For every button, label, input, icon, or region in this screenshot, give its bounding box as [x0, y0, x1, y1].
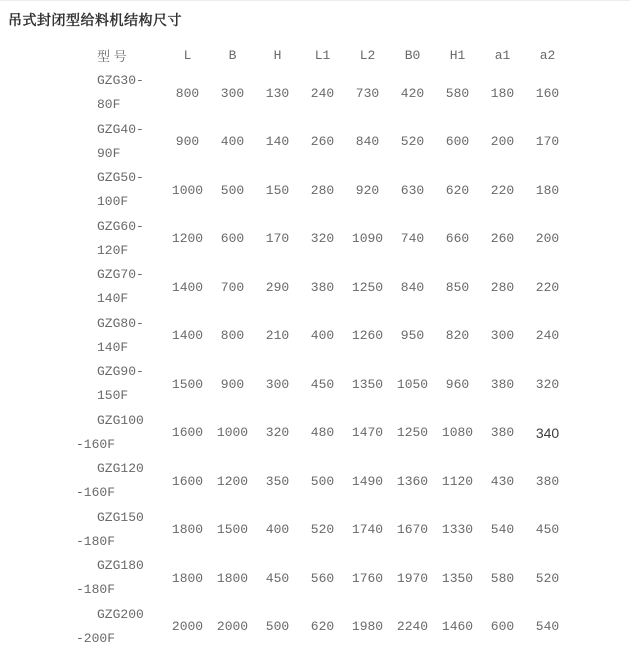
value-cell: 180: [535, 182, 560, 198]
value-cell: 170: [265, 231, 290, 247]
value-cell: 620: [445, 182, 470, 198]
page-title: 吊式封闭型给料机结构尺寸: [8, 12, 182, 28]
value-cell: 540: [535, 619, 560, 635]
model-text: 140F: [97, 291, 129, 307]
value-cell: 150: [265, 182, 290, 198]
value-cell: 1470: [351, 425, 384, 441]
model-text: -200F: [76, 630, 116, 646]
table-row: [97, 409, 570, 458]
value-cell: 1090: [351, 231, 384, 247]
value-cell: 1460: [441, 619, 474, 635]
value-cell: 1120: [441, 473, 474, 489]
value-cell: 300: [265, 376, 290, 392]
spec-table: [76, 42, 570, 651]
value-cell: 920: [355, 182, 380, 198]
table-row: [97, 312, 570, 361]
value-cell: 500: [310, 473, 335, 489]
value-cell: 320: [535, 376, 560, 392]
table-row: [97, 118, 570, 167]
table-row: [97, 215, 570, 264]
value-cell: 1600: [171, 425, 204, 441]
value-cell: 140: [265, 134, 290, 150]
model-cell: [97, 312, 165, 361]
model-text: 150F: [97, 388, 129, 404]
value-cell: 600: [490, 619, 515, 635]
value-cell: 1050: [396, 376, 429, 392]
model-text: GZG70-: [97, 267, 144, 283]
model-text: GZG180: [97, 558, 144, 574]
model-text: 120F: [97, 242, 129, 258]
value-cell: 520: [535, 570, 560, 586]
value-cell: 580: [445, 85, 470, 101]
value-cell: 2240: [396, 619, 429, 635]
value-cell: 450: [535, 522, 560, 538]
value-cell: 400: [220, 134, 245, 150]
value-cell: 500: [265, 619, 290, 635]
table-row: [97, 554, 570, 603]
value-cell: 260: [490, 231, 515, 247]
value-cell: 900: [175, 134, 200, 150]
value-cell: 380: [490, 376, 515, 392]
table-body: [76, 69, 570, 651]
value-cell: 1670: [396, 522, 429, 538]
value-cell: 540: [490, 522, 515, 538]
value-cell: 740: [400, 231, 425, 247]
value-cell: 960: [445, 376, 470, 392]
model-text: 140F: [97, 339, 129, 355]
value-cell: 400: [310, 328, 335, 344]
value-cell: 380: [310, 279, 335, 295]
model-text: -180F: [76, 533, 116, 549]
value-cell: 320: [310, 231, 335, 247]
value-cell: 170: [535, 134, 560, 150]
value-cell: 160: [535, 85, 560, 101]
value-cell: 520: [400, 134, 425, 150]
value-cell: 300: [220, 85, 245, 101]
value-cell: 660: [445, 231, 470, 247]
value-cell: 280: [310, 182, 335, 198]
table-row: [97, 263, 570, 312]
model-cell: [97, 263, 165, 312]
value-cell: 560: [310, 570, 335, 586]
model-cell: [76, 506, 165, 555]
value-cell: 430: [490, 473, 515, 489]
value-cell: 1740: [351, 522, 384, 538]
value-cell: 1490: [351, 473, 384, 489]
value-cell: 320: [265, 425, 290, 441]
value-cell: 2000: [171, 619, 204, 635]
model-text: -160F: [76, 485, 116, 501]
value-cell: 220: [535, 279, 560, 295]
column-header-a2: a2: [539, 48, 556, 63]
value-cell: 820: [445, 328, 470, 344]
value-cell: 1500: [216, 522, 249, 538]
value-cell: 1200: [171, 231, 204, 247]
model-cell: [97, 360, 165, 409]
value-cell: 210: [265, 328, 290, 344]
value-cell: 1970: [396, 570, 429, 586]
value-cell: 1360: [396, 473, 429, 489]
value-cell: 1260: [351, 328, 384, 344]
value-cell: 1200: [216, 473, 249, 489]
value-cell: 220: [490, 182, 515, 198]
table-header: [97, 42, 570, 69]
value-cell: 600: [220, 231, 245, 247]
value-cell: 260: [310, 134, 335, 150]
column-header-L2: L2: [359, 48, 376, 63]
value-cell: 480: [310, 425, 335, 441]
value-cell: 130: [265, 85, 290, 101]
value-cell: 380: [535, 473, 560, 489]
value-cell: 950: [400, 328, 425, 344]
column-header-H: H: [273, 48, 282, 63]
value-cell: 1350: [441, 570, 474, 586]
value-cell: 240: [310, 85, 335, 101]
value-cell: 450: [310, 376, 335, 392]
value-cell: 800: [220, 328, 245, 344]
value-cell: 520: [310, 522, 335, 538]
value-cell: 840: [400, 279, 425, 295]
value-cell: 840: [355, 134, 380, 150]
table-row: [97, 506, 570, 555]
value-cell: 200: [490, 134, 515, 150]
table-row: [97, 360, 570, 409]
value-cell: 1000: [171, 182, 204, 198]
value-cell: 700: [220, 279, 245, 295]
value-cell: 400: [265, 522, 290, 538]
model-text: 90F: [97, 145, 121, 161]
model-text: GZG50-: [97, 170, 144, 186]
value-cell: 500: [220, 182, 245, 198]
table-row: [97, 457, 570, 506]
value-cell: 730: [355, 85, 380, 101]
value-cell: 1350: [351, 376, 384, 392]
value-cell: 1980: [351, 619, 384, 635]
value-cell: 280: [490, 279, 515, 295]
value-cell: 240: [535, 328, 560, 344]
model-text: GZG40-: [97, 121, 144, 137]
value-cell: 1500: [171, 376, 204, 392]
value-cell: 1800: [171, 570, 204, 586]
value-cell: 420: [400, 85, 425, 101]
value-cell: 300: [490, 328, 515, 344]
model-text: GZG200: [97, 606, 144, 622]
model-column-header: 型 号: [97, 49, 127, 64]
value-cell: 1760: [351, 570, 384, 586]
value-cell: 380: [490, 425, 515, 441]
model-text: -160F: [76, 436, 116, 452]
value-cell: 200: [535, 231, 560, 247]
model-text: GZG150: [97, 509, 144, 525]
table-row: [97, 69, 570, 118]
value-cell: 580: [490, 570, 515, 586]
model-text: -180F: [76, 582, 116, 598]
value-cell: 2000: [216, 619, 249, 635]
value-cell: 900: [220, 376, 245, 392]
value-cell: 340: [535, 424, 560, 441]
model-text: 100F: [97, 194, 129, 210]
value-cell: 1800: [171, 522, 204, 538]
value-cell: 800: [175, 85, 200, 101]
model-cell: [97, 69, 165, 118]
model-text: GZG120: [97, 461, 144, 477]
value-cell: 1000: [216, 425, 249, 441]
model-text: GZG60-: [97, 218, 144, 234]
model-text: GZG30-: [97, 73, 144, 89]
value-cell: 1330: [441, 522, 474, 538]
value-cell: 1400: [171, 279, 204, 295]
model-cell: [76, 554, 165, 603]
value-cell: 1600: [171, 473, 204, 489]
model-cell: [76, 603, 165, 652]
model-cell: [76, 409, 165, 458]
column-header-H1: H1: [449, 48, 466, 63]
value-cell: 1800: [216, 570, 249, 586]
column-header-B: B: [228, 48, 237, 63]
column-header-B0: B0: [404, 48, 421, 63]
table-row: [97, 166, 570, 215]
model-text: GZG80-: [97, 315, 144, 331]
value-cell: 600: [445, 134, 470, 150]
table-row: [97, 603, 570, 652]
model-text: GZG90-: [97, 364, 144, 380]
value-cell: 180: [490, 85, 515, 101]
column-header-L1: L1: [314, 48, 331, 63]
model-cell: [76, 457, 165, 506]
model-text: 80F: [97, 97, 121, 113]
model-cell: [97, 166, 165, 215]
model-cell: [97, 118, 165, 167]
value-cell: 850: [445, 279, 470, 295]
value-cell: 290: [265, 279, 290, 295]
value-cell: 1400: [171, 328, 204, 344]
value-cell: 1080: [441, 425, 474, 441]
value-cell: 450: [265, 570, 290, 586]
value-cell: 350: [265, 473, 290, 489]
model-text: GZG100: [97, 412, 144, 428]
header-row: [97, 42, 570, 69]
model-cell: [97, 215, 165, 264]
column-header-L: L: [183, 48, 192, 63]
value-cell: 1250: [351, 279, 384, 295]
value-cell: 620: [310, 619, 335, 635]
value-cell: 1250: [396, 425, 429, 441]
value-cell: 630: [400, 182, 425, 198]
column-header-a1: a1: [494, 48, 511, 63]
